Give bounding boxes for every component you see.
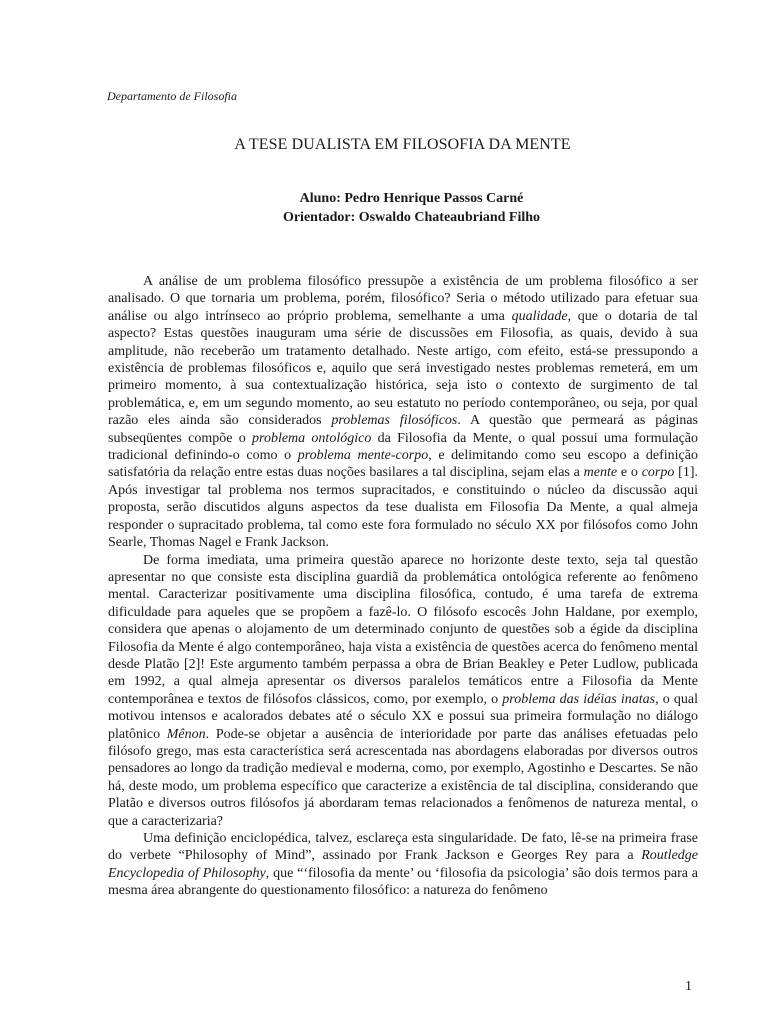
text-run: , o qual motivou intensos e acalorados debates até o século XX e possui sua primeira formulação no diálogo platônico xyxy=(108,691,698,742)
paragraph xyxy=(108,830,698,900)
document-title: A TESE DUALISTA EM FILOSOFIA DA MENTE xyxy=(234,136,571,153)
italic-term: qualidade xyxy=(511,308,568,324)
text-run: Uma definição enciclopédica, talvez, esclareça esta singularidade. De fato, lê-se na primeira frase do verbete “Philosophy of Mind”, assinado por Frank Jackson e Georges Rey para a xyxy=(108,831,698,864)
italic-term: problema mente-corpo xyxy=(297,448,429,464)
italic-term: problema ontológico xyxy=(252,430,372,446)
italic-term: Mênon xyxy=(166,726,206,742)
body-text xyxy=(108,273,698,900)
italic-term: Routledge Encyclopedia of Philosophy xyxy=(108,848,698,881)
text-run: , que o dotaria de tal aspecto? Estas questões inauguram uma série de discussões em Filosofia, as quais, devido à sua amplitude, não receberão um tratamento detalhado. Neste artigo, com efeito, está-se pressupondo a existência de problemas filosóficos e, aquilo que será investigado nestes problemas remeterá, em um primeiro momento, à sua contextualização histórica, seja isto o contexto de surgimento de tal problemática, e, em um segundo momento, ao seu estatuto no período contemporâneo, ou seja, por qual razão eles ainda são considerados xyxy=(108,308,698,429)
text-run: da Filosofia da Mente, o qual possui uma formulação tradicional definindo-o como o xyxy=(108,430,698,464)
text-run: , e delimitando como seu escopo a definição satisfatória da relação entre estas duas noções basilares a tal disciplina, sejam elas a xyxy=(108,448,698,481)
italic-term: corpo xyxy=(641,465,675,481)
student-name: Aluno: Pedro Henrique Passos Carné xyxy=(299,191,524,206)
text-run: . Pode-se objetar a ausência de interioridade por parte das análises efetuadas pelo filósofo grego, mas esta característica será acrescentada nas abordagens elaboradas por diversos outros pensadores ao longo da tradição medieval e moderna, como, por exemplo, Agostinho e Descartes. Se não há, deste modo, um problema específico que caracterize a existência de tal disciplina, considerando que Platão e diversos outros filósofos já abordaram temas relacionados a fenômenos de natureza mental, o que a caracterizaria? xyxy=(108,726,698,829)
author-credits xyxy=(0,189,768,227)
advisor-name: Orientador: Oswaldo Chateaubriand Filho xyxy=(282,210,541,225)
text-run: De forma imediata, uma primeira questão aparece no horizonte deste texto, seja tal questão apresentar no que consiste esta disciplina guardiã da problemática ontológica referente ao fenômeno mental. Caracterizar positivamente uma disciplina filosófica, contudo, é uma tarefa de extrema dificuldade para aqueles que se propõem a fazê-lo. O filósofo escocês John Haldane, por exemplo, considera que apenas o alojamento de um determinado conjunto de questões sob a égide da disciplina Filosofia da Mente é algo contemporâneo, haja vista a existência de questões acerca do fenômeno mental desde Platão [2]! Este argumento também perpassa a obra de Brian Beakley e Peter Ludlow, publicada em 1992, a qual almeja apresentar os diversos paralelos temáticos entre a Filosofia da Mente contemporânea e textos de filósofos clássicos, como, por exemplo, o xyxy=(108,552,698,707)
italic-term: mente xyxy=(583,465,618,481)
italic-term: problema das idéias inatas xyxy=(502,691,656,707)
text-run: [1]. Após investigar tal problema nos termos supracitados, e constituindo o núcleo da discussão aqui proposta, serão discutidos alguns aspectos da tese dualista em Filosofia Da Mente, a qual almeja responder o supracitado problema, tal como este fora formulado no século XX por filósofos como John Searle, Thomas Nagel e Frank Jackson. xyxy=(108,465,699,551)
paragraph xyxy=(108,552,698,831)
page-number: 1 xyxy=(685,979,692,994)
department-header: Departamento de Filosofia xyxy=(107,89,237,103)
italic-term: problemas filosóficos xyxy=(331,413,458,429)
text-run: , que “‘filosofia da mente’ ou ‘filosofia da psicologia’ são dois termos para a mesma área abrangente do questionamento filosófico: a natureza do fenômeno xyxy=(108,865,698,899)
paragraph xyxy=(108,273,698,552)
text-run: e o xyxy=(617,465,642,481)
text-run: . A questão que permeará as páginas subseqüentes compõe o xyxy=(108,413,698,446)
text-run: A análise de um problema filosófico pressupõe a existência de um problema filosófico a ser analisado. O que tornaria um problema, porém, filosófico? Seria o método utilizado para efetuar sua análise ou algo intrínseco ao próprio problema, semelhante a uma xyxy=(108,274,698,324)
